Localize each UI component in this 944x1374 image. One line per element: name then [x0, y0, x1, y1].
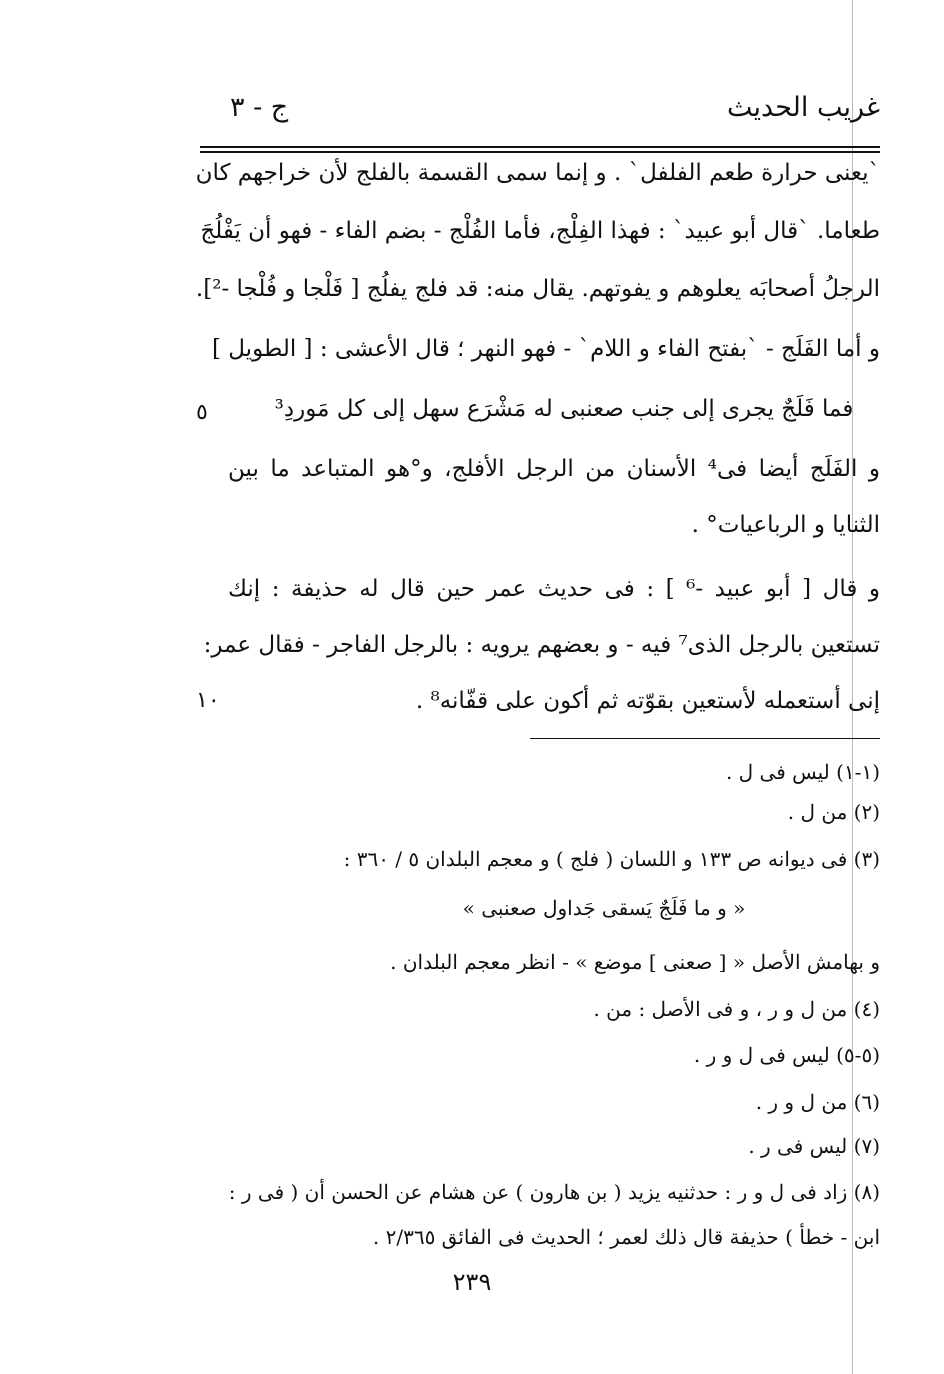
footnote: (١-١) ليس فى ل . [725, 760, 880, 784]
footnote: (٢) من ل . [787, 800, 880, 824]
header-volume: ج - ٣ [230, 92, 289, 123]
footnote: (٨) زاد فى ل و ر : حدثنيه يزيد ( بن هارون ) عن هشام عن الحسن أن ( فى ر : [228, 1180, 880, 1204]
footnote: (٦) من ل و ر . [755, 1090, 880, 1114]
page-number: ٢٣٩ [452, 1268, 492, 1296]
footnote: و بهامش الأصل « [ صعنى ] موضع » - انظر معجم البلدان . [390, 950, 880, 974]
text-line: الرجلُ أصحابَه يعلوهم و يفوتهم. يقال منه: قد فلج يفلُج [ فَلْجا و فُلْجا -²]. [195, 276, 880, 302]
line-number-10: ١٠ [196, 688, 220, 713]
footnote: (٤) من ل و ر ، و فى الأصل : من . [593, 997, 880, 1021]
text-line: و أما الفَلَج - `بفتح الفاء و اللام` - فهو النهر ؛ قال الأعشى : [ الطويل ] [211, 336, 880, 362]
text-line: و قال [ أبو عبيد -⁶ ] : فى حديث عمر حين قال له حذيفة : إنك [228, 576, 880, 602]
text-line: `يعنى حرارة طعم الفلفل` . و إنما سمى القسمة بالفلج لأن خراجهم كان [195, 160, 880, 186]
footnote-verse: « و ما فَلَجٌ يَسقى جَداول صعنبى » [462, 896, 746, 920]
header-rule-2 [200, 151, 880, 153]
footnote-rule [530, 738, 880, 739]
header-title: غريب الحديث [727, 92, 880, 123]
text-line: طعاما. `قال أبو عبيد` : فهذا الفِلْج، فأما الفُلْج - بضم الفاء - فهو أن يَفْلُجَ [200, 218, 880, 244]
text-line: و الفَلَج أيضا فى⁴ الأسنان من الرجل الأفلج، و°هو المتباعد ما بين [228, 456, 880, 482]
footnote: ابن - خطأ ) حذيفة قال ذلك لعمر ؛ الحديث فى الفائق ٢/٣٦٥ . [372, 1225, 880, 1249]
running-header [200, 92, 880, 142]
line-number-5: ٥ [196, 400, 208, 425]
footnote: (٣) فى ديوانه ص ١٣٣ و اللسان ( فلج ) و معجم البلدان ٥ / ٣٦٠ : [343, 847, 880, 871]
footnote: (٥-٥) ليس فى ل و ر . [693, 1043, 880, 1067]
text-line: إنى أستعمله لأستعين بقوّته ثم أكون على قفّانه⁸ . [415, 688, 880, 714]
poetry-verse: فما فَلَجٌ يجرى إلى جنب صعنبى له مَشْرَع سهل إلى كل مَوردِ³ [274, 396, 854, 422]
header-rule-1 [200, 146, 880, 148]
text-line: تستعين بالرجل الذى⁷ فيه - و بعضهم يرويه : بالرجل الفاجر - فقال عمر: [203, 632, 880, 658]
footnote: (٧) ليس فى ر . [748, 1134, 880, 1158]
text-line: الثنايا و الرباعيات° . [691, 512, 880, 538]
